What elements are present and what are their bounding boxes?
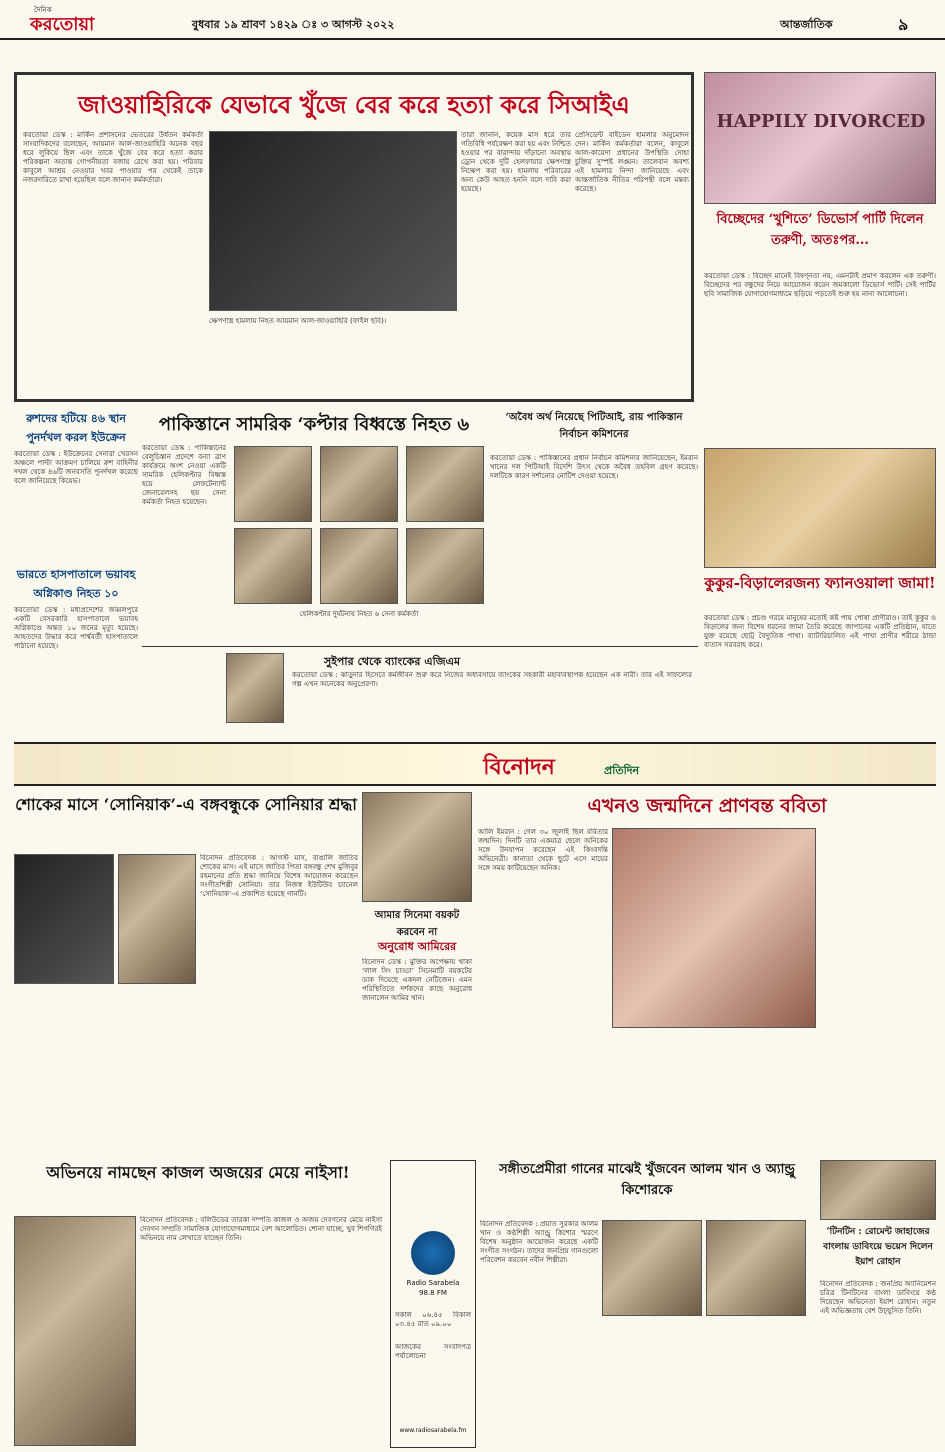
aamir-headline: আমার সিনেমা বয়কট করবেন না <box>374 910 460 938</box>
sweeper-headline: সুইপার থেকে ব্যাংকের এজিএম <box>323 655 461 668</box>
ukraine-body: করতোয়া ডেস্ক : ইউক্রেনের সেনারা খেরসন অঞ্চলে পাল্টা আক্রমণ চালিয়ে রুশ বাহিনীর দখল থেকে ৪৬টি জনবসতি পুনর্দখল করেছে বলে জানিয়েছে কিয়েভ। <box>14 450 138 485</box>
india-fire-headline: ভারতে হাসপাতালে ভয়াবহ অগ্নিকাণ্ড নিহত ১০ <box>16 568 136 600</box>
pakistan-caption: হেলিকপ্টার দুর্ঘটনায় নিহত ৬ সেনা কর্মকর্তা <box>299 610 419 618</box>
radio-schedule: সকাল ০৬.৪৫ বিকাল ০৩.৪৫ রাত ০৯.০০ <box>395 1311 471 1328</box>
shahzad-headline: ‘টিনটিন : রোমেন্ট জাহাজের বাংলায় ডাবিংয়ে ভয়েস দিলেন ইয়াশ রোহান <box>823 1227 933 1267</box>
binodon-sub: প্রতিদিন <box>604 764 640 777</box>
sweeper-story <box>142 646 698 736</box>
kajol-story <box>14 1160 382 1448</box>
lead-col-2: তারা জানান, কয়েক মাস ধরে তার গতিবিধি পর্যবেক্ষণ করা হয় এবং নিশ্চিত হওয়ার পর বারান্দায় দাঁড়ানো অবস্থায় ড্রোন থেকে দুটি হেলফায়ার ক্ষেপণাস্ত্র নিক্ষেপ করা হয়। হামলায় পরিবারের অন্য কেউ আহত হননি বলে দাবি করা হয়েছে। <box>461 131 571 193</box>
dog-photo <box>704 448 936 568</box>
sonia-photo-2 <box>118 854 196 984</box>
sweeper-body: করতোয়া ডেস্ক : ঝাড়ুদার হিসেবে কর্মজীবন শুরু করে নিজের অধ্যবসায়ে ব্যাংকের সহকারী মহাব্যবস্থাপক হয়েছেন এক নারী। তার এই সাফল্যের গল্প এখন অনেকের অনুপ্রেরণা। <box>292 671 692 688</box>
ukraine-headline: রুশদের হটিয়ে ৪৬ স্থান পুনর্দখল করল ইউক্রেন <box>26 412 126 444</box>
aamir-subheadline: অনুরোধ আমিরের <box>377 940 457 953</box>
babita-story <box>478 792 936 1154</box>
section-label: আন্তর্জাতিক <box>780 18 833 31</box>
imran-body: করতোয়া ডেস্ক : পাকিস্তানের প্রধান নির্বাচন কমিশনার জানিয়েছেন, ইমরান খানের দল পিটিআই বিদেশি উৎস থেকে অবৈধ তহবিল গ্রহণ করেছে। দলটিকে কারণ দর্শানোর নোটিশ দেওয়া হয়েছে। <box>490 454 698 480</box>
lead-caption: ক্ষেপণাস্ত্র হামলায় নিহত আয়মান আল-জাওয়াহিরি (ফাইল ছবি)। <box>209 317 387 325</box>
logo-small: দৈনিক <box>34 6 52 14</box>
divorce-photo <box>704 72 936 204</box>
kajol-body: বিনোদন প্রতিবেদক : বলিউডের তারকা দম্পতি কাজল ও অজয় দেবগনের মেয়ে নাইসা দেবগন সম্প্রতি সামাজিক যোগাযোগমাধ্যমে বেশ আলোচিত। শোনা যাচ্ছে, খুব শিগগিরই অভিনয়ে নাম লেখাতে যাচ্ছেন তিনি। <box>140 1216 382 1242</box>
india-fire-body: করতোয়া ডেস্ক : মধ্যপ্রদেশের জব্বলপুরে একটি বেসরকারি হাসপাতালে ভয়াবহ অগ্নিকাণ্ডে অন্তত ১০ জনের মৃত্যু হয়েছে। আহতদের উদ্ধার করে পার্শ্ববর্তী হাসপাতালে পাঠানো হয়েছে। <box>14 606 138 650</box>
radio-ad <box>390 1160 476 1448</box>
masthead <box>0 0 945 40</box>
ukraine-story <box>14 410 138 560</box>
lead-headline: জাওয়াহিরিকে যেভাবে খুঁজে বের করে হত্যা করে সিআইএ <box>78 90 630 119</box>
radio-freq: 98.8 FM <box>419 1289 447 1297</box>
dogs-body: করতোয়া ডেস্ক : প্রচণ্ড গরমে মানুষের মতোই কষ্ট পায় পোষা প্রাণীরাও। তাই কুকুর ও বিড়ালের জন্য বিশেষ ধরনের জামা তৈরি করেছে জাপানের একটি প্রতিষ্ঠান, যাতে যুক্ত রয়েছে ছোট্ট বৈদ্যুতিক পাখা। ব্যাটারিচালিত এই পাখা প্রাণীর শরীরে ঠান্ডা বাতাস সরবরাহ করে। <box>704 614 936 649</box>
sonia-photo-1 <box>14 854 114 984</box>
shahzad-story <box>820 1160 936 1448</box>
divorce-banner: HAPPILY DIVORCED <box>716 111 926 132</box>
radio-url: www.radiosarabela.fm <box>399 1427 467 1434</box>
aamir-photo <box>362 792 472 902</box>
radio-logo-icon <box>411 1231 455 1275</box>
lead-col-3: প্রেসিডেন্ট বাইডেন হামলার অনুমোদন দেন। মার্কিন কর্মকর্তারা বলেন, কাবুলে আল-কায়েদা প্রধানের উপস্থিতি দোহা চুক্তির সুস্পষ্ট লঙ্ঘন। তালেবান অবশ্য এই হামলার নিন্দা জানিয়েছে এবং আন্তর্জাতিক নীতির পরিপন্থী বলে মন্তব্য করেছে। <box>575 131 689 193</box>
babita-headline: এখনও জন্মদিনে প্রাণবন্ত ববিতা <box>587 795 827 817</box>
music-story <box>480 1160 814 1448</box>
officer-photo-3 <box>406 446 484 522</box>
sonia-story <box>14 792 358 1154</box>
sonia-body: বিনোদন প্রতিবেদক : আগস্ট মাস, বাঙালি জাতির শোকের মাস। এই মাসে জাতির পিতা বঙ্গবন্ধু শেখ মুজিবুর রহমানের প্রতি শ্রদ্ধা জানিয়ে বিশেষ আয়োজন করেছেন সংগীতশিল্পী সোনিয়া। তার নিজস্ব ইউটিউব চ্যানেল ‘সোনিয়াক’-এ প্রকাশিত হয়েছে গানটি। <box>200 854 358 898</box>
pakistan-story <box>142 410 486 642</box>
page-number: ৯ <box>898 15 909 34</box>
music-photo-1 <box>602 1220 702 1316</box>
dogs-story <box>704 448 936 748</box>
india-fire-story <box>14 566 138 736</box>
sonia-headline: শোকের মাসে ‘সোনিয়াক’-এ বঙ্গবন্ধুকে সোনিয়ার শ্রদ্ধা <box>15 795 357 814</box>
divorce-headline: বিচ্ছেদের ‘খুশিতে’ ডিভোর্স পার্টি দিলেন তরুণী, অতঃপর... <box>716 212 924 248</box>
babita-photo <box>612 828 816 1028</box>
music-body: বিনোদন প্রতিবেদক : প্রয়াত সুরকার আলম খান ও কণ্ঠশিল্পী অ্যান্ড্রু কিশোর স্মরণে বিশেষ অনুষ্ঠান আয়োজন করেছে একটি সংগীত সংগঠন। তাদের জনপ্রিয় গানগুলো পরিবেশন করবেন নবীন শিল্পীরা। <box>480 1220 598 1264</box>
lead-col-1: করতোয়া ডেস্ক : মার্কিন প্রশাসনের ভেতরের উর্ধতন কর্মকর্তা সাংবাদিকদের বলেছেন, আয়মান আল-জাওয়াহিরি অনেক বছর ধরে লুকিয়ে ছিল এবং তাকে খুঁজে বের করে হত্যা করার পরিকল্পনা অত্যন্ত গোপনীয়তা বজায় রেখে করা হয়। পরিবার কাবুলে আশ্রয় নেওয়ার খবর পাওয়ার পর থেকেই তাকে নজরদারিতে রাখা হয়েছিল বলে জানান কর্মকর্তারা। <box>23 131 203 184</box>
sweeper-photo <box>226 653 284 723</box>
pakistan-body: করতোয়া ডেস্ক : পাকিস্তানের বেলুচিস্তান প্রদেশে বন্যা ত্রাণ কার্যক্রমে অংশ নেওয়া একটি সামরিক হেলিকপ্টার বিধ্বস্ত হয়ে লেফটেন্যান্ট জেনারেলসহ ছয় সেনা কর্মকর্তা নিহত হয়েছেন। <box>142 444 226 506</box>
imran-story <box>490 410 698 642</box>
divorce-story <box>704 72 936 444</box>
officer-photo-6 <box>406 528 484 604</box>
shahzad-body: বিনোদন প্রতিবেদক : জনপ্রিয় অ্যানিমেশন চরিত্র টিনটিনের বাংলা ডাবিংয়ে কণ্ঠ দিয়েছেন অভিনেতা ইয়াশ রোহান। নতুন এই অভিজ্ঞতায় বেশ উচ্ছ্বসিত তিনি। <box>820 1280 936 1315</box>
shahzad-photo <box>820 1160 936 1220</box>
binodon-banner <box>14 742 936 786</box>
binodon-title: বিনোদন <box>483 754 555 780</box>
officer-photo-4 <box>234 528 312 604</box>
music-photo-2 <box>706 1220 806 1316</box>
newspaper-logo: করতোয়া <box>30 14 95 35</box>
officer-photo-1 <box>234 446 312 522</box>
lead-story <box>14 72 694 402</box>
music-headline: সঙ্গীতপ্রেমীরা গানের মাঝেই খুঁজবেন আলম খান ও অ্যান্ড্রু কিশোরকে <box>499 1162 795 1198</box>
aamir-story <box>362 792 472 1154</box>
dogs-headline: কুকুর-বিড়ালেরজন্য ফ্যানওয়ালা জামা! <box>704 574 936 592</box>
officer-photo-2 <box>320 446 398 522</box>
lead-photo <box>209 131 457 311</box>
aamir-body: বিনোদন ডেস্ক : মুক্তির অপেক্ষায় থাকা ‘লাল সিং চাড্ডা’ সিনেমাটি বয়কটের ডাক দিয়েছে একদল নেটিজেন। এমন পরিস্থিতিতে দর্শকদের কাছে অনুরোধ জানালেন আমির খান। <box>362 958 472 1002</box>
babita-body: আলি ইমরান : গেল ৩০ জুলাই ছিল ববিতার জন্মদিন। দিনটি তার একমাত্র ছেলে অনিকের সঙ্গে উদযাপন করেছেন এই কিংবদন্তি অভিনেত্রী। কানাডা থেকে ছুটে এসে মায়ের সঙ্গে সময় কাটিয়েছেন অনিক। <box>478 828 608 872</box>
naisa-photo <box>14 1216 136 1446</box>
radio-program: আজকের সংবাদপত্র পর্যালোচনা <box>395 1343 471 1360</box>
pakistan-headline: পাকিস্তানে সামরিক ‘কপ্টার বিধ্বস্তে নিহত ৬ <box>158 414 470 435</box>
radio-name: Radio Sarabela <box>406 1279 460 1287</box>
dateline: বুধবার ১৯ শ্রাবণ ১৪২৯ ঃ ৩ আগস্ট ২০২২ <box>192 18 395 31</box>
kajol-headline: অভিনয়ে নামছেন কাজল অজয়ের মেয়ে নাইসা! <box>46 1163 350 1182</box>
divorce-body: করতোয়া ডেস্ক : বিচ্ছেদ মানেই বিষণ্নতা নয়, এমনটাই প্রমাণ করলেন এক তরুণী। বিচ্ছেদের পর বন্ধুদের নিয়ে আয়োজন করেন জমকালো ডিভোর্স পার্টি। সেই পার্টির ছবি সামাজিক যোগাযোগমাধ্যমে ছড়িয়ে পড়তেই শুরু হয় নানা আলোচনা। <box>704 272 936 298</box>
imran-headline: ‘অবৈধ অর্থ নিয়েছে পিটিআই, রায় পাকিস্তান নির্বাচন কমিশনের <box>505 412 683 440</box>
officer-photo-5 <box>320 528 398 604</box>
